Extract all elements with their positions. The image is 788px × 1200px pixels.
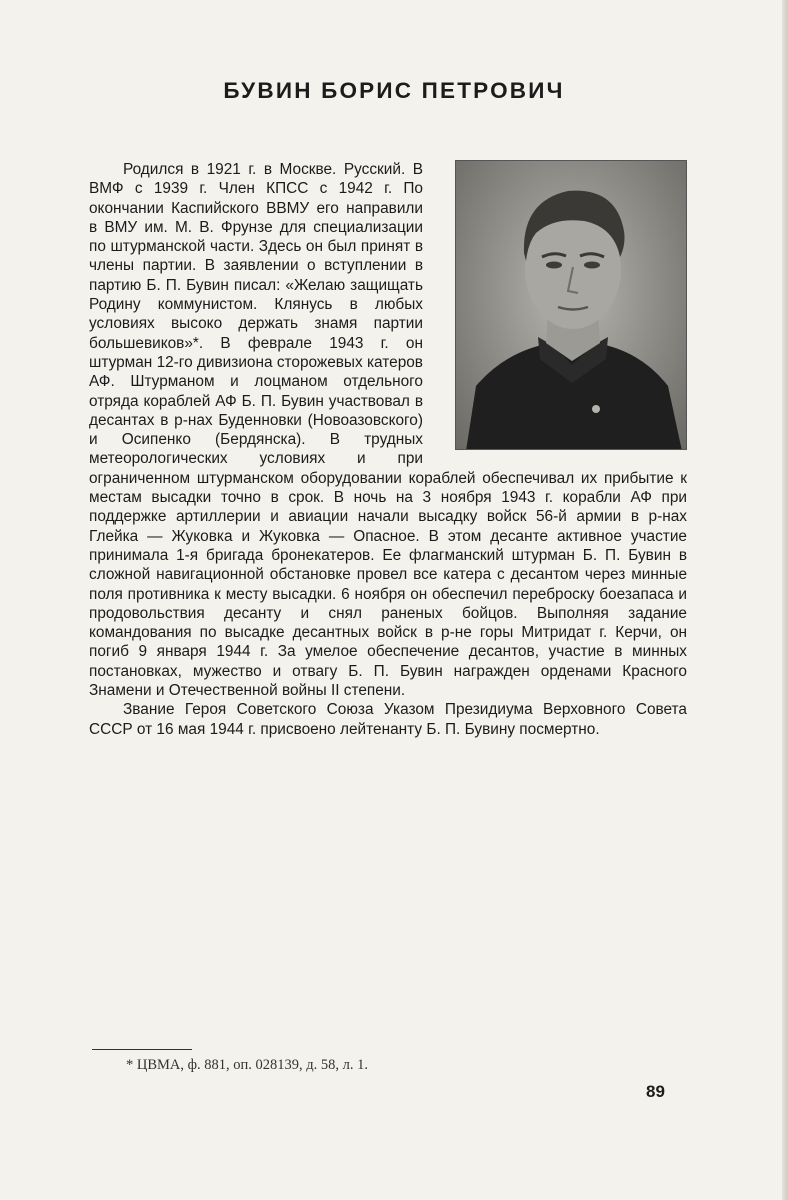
portrait-illustration — [456, 161, 687, 450]
paragraph-1: Родился в 1921 г. в Москве. Русский. В ВМФ с 1939 г. Член КПСС с 1942 г. По окончании Каспийского ВВМУ его направили в ВМУ им. М. В. Фрунзе для специализации по штурманской части. Здесь он был принят в члены партии. В заявлении о вступлении в партию Б. П. Бувин писал: «Желаю защищать Родину коммунистом. Клянусь в любых условиях высоко держать знамя партии большевиков»*. В феврале 1943 г. он штурман 12-го дивизиона сторожевых катеров АФ. Штурманом и лоцманом отдельного отряда кораблей АФ Б. П. Бувин участвовал в десантах в р-нах Буденновки (Новоазовского) и Осипенко (Бердянска). В трудных метеорологических условиях и при ограниченном штурманском оборудовании кораблей обеспечивал их прибытие к местам высадки точно в срок. В ночь на 3 ноября 1943 г. корабли АФ при поддержке артиллерии и авиации начали высадку войск 56-й армии в р-нах Глейка — Жуковка и Жуковка — Опасное. В этом десанте активное участие принимала 1-я бригада бронекатеров. Ее флагманский штурман Б. П. Бувин в сложной навигационной обстановке провел все катера с десантом через минные поля противника к месту высадки. 6 ноября он обеспечил переброску боезапаса и продовольствия десанту и снял раненых бойцов. Выполняя задание командования по высадке десантных войск в р-не горы Митридат г. Керчи, он погиб 9 января 1944 г. За умелое обеспечение десантов, участие в минных постановках, мужество и отвагу Б. П. Бувин награжден орденами Красного Знамени и Отечественной войны II степени. — [89, 161, 687, 700]
page-title: БУВИН БОРИС ПЕТРОВИЧ — [223, 78, 565, 103]
page-number: 89 — [646, 1082, 665, 1101]
footnote-divider — [92, 1049, 192, 1050]
footnote: * ЦВМА, ф. 881, оп. 028139, д. 58, л. 1. — [126, 1057, 369, 1073]
paragraph-2: Звание Героя Советского Союза Указом Президиума Верховного Совета СССР от 16 мая 1944 г. присвоено лейтенанту Б. П. Бувину посмертно. — [89, 701, 687, 738]
biography-text — [89, 160, 687, 739]
page-edge — [782, 0, 788, 1200]
portrait-photo — [455, 160, 687, 450]
